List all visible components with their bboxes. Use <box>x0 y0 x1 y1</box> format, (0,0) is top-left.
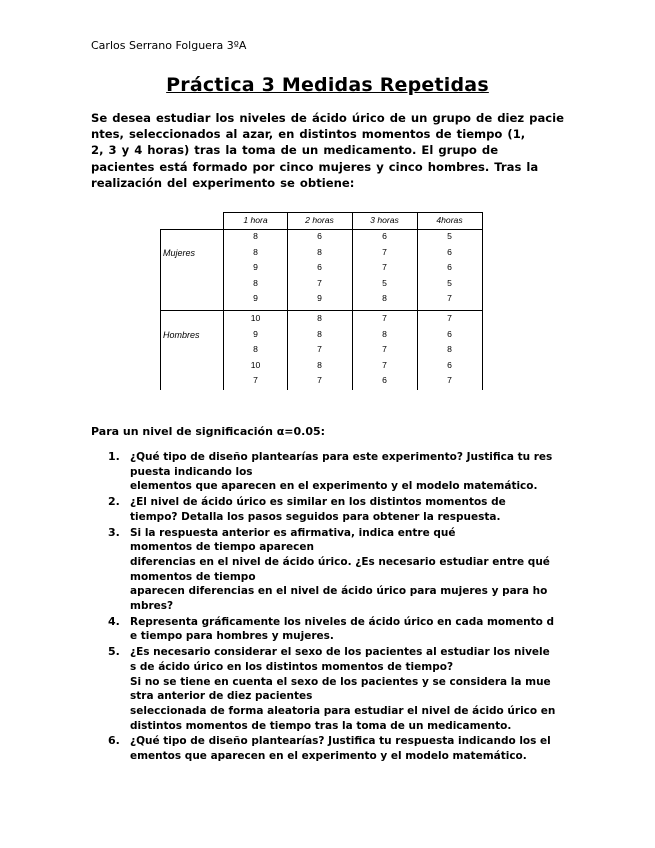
question-line: e tiempo para hombres y mujeres. <box>130 630 334 643</box>
table-cell: 8 <box>382 293 387 304</box>
question-line: momentos de tiempo aparecen <box>130 541 314 554</box>
table-rule <box>352 212 353 390</box>
table-cell: 6 <box>447 328 452 339</box>
question-line: tiempo? Detalla los pasos seguidos para obtener la respuesta. <box>130 510 501 523</box>
table-rule <box>160 310 482 311</box>
table-cell: 8 <box>317 359 322 370</box>
table-cell: 6 <box>317 262 322 273</box>
column-header: 4horas <box>436 215 463 225</box>
column-header: 3 horas <box>370 215 399 225</box>
table-cell: 6 <box>382 231 387 241</box>
table-rule <box>482 212 483 390</box>
question-number: 6. <box>108 734 120 748</box>
table-cell: 8 <box>317 328 322 339</box>
question-number: 2. <box>108 495 120 509</box>
table-cell: 10 <box>250 359 261 370</box>
table-rule <box>223 212 224 390</box>
question-item <box>91 645 571 733</box>
table-cell: 8 <box>253 344 258 355</box>
table-cell: 7 <box>253 375 258 386</box>
table-cell: 7 <box>317 375 322 386</box>
intro-line: pacientes está formado por cinco mujeres y cinco hombres. Tras la <box>91 159 539 174</box>
table-cell: 8 <box>447 344 452 355</box>
table-cell: 7 <box>382 246 387 257</box>
question-line: mbres? <box>130 600 174 613</box>
table-cell: 7 <box>447 375 452 386</box>
table-cell: 8 <box>317 246 322 257</box>
table-cell: 5 <box>447 277 452 288</box>
column-header: 1 hora <box>243 215 268 225</box>
question-line: stra anterior de diez pacientes <box>130 690 313 703</box>
question-line: distintos momentos de tiempo tras la toma de un medicamento. <box>130 719 512 732</box>
table-cell: 6 <box>382 375 387 386</box>
questions-list <box>91 450 571 765</box>
question-line: seleccionada de forma aleatoria para estudiar el nivel de ácido úrico en <box>130 704 556 717</box>
table-cell: 6 <box>447 262 452 273</box>
table-cell: 7 <box>447 313 452 323</box>
table-rule <box>160 229 482 230</box>
table-cell: 7 <box>317 277 322 288</box>
table-cell: 6 <box>447 246 452 257</box>
question-line: puesta indicando los <box>130 465 253 478</box>
column-header: 2 horas <box>305 215 334 225</box>
intro-line: realización del experimento se obtiene: <box>91 175 355 190</box>
page-title: Práctica 3 Medidas Repetidas <box>166 74 489 96</box>
table-cell: 9 <box>253 328 258 339</box>
table-cell: 7 <box>382 313 387 323</box>
question-number: 5. <box>108 645 120 659</box>
table-cell: 10 <box>250 313 261 323</box>
question-line: Si la respuesta anterior es afirmativa, indica entre qué <box>130 526 456 539</box>
question-number: 3. <box>108 525 120 539</box>
table-cell: 7 <box>447 293 452 304</box>
question-item <box>91 734 571 763</box>
question-item <box>91 615 571 644</box>
question-item <box>91 495 571 524</box>
question-line: diferencias en el nivel de ácido úrico. ¿Es necesario estudiar entre qué <box>130 555 550 568</box>
group-label: Mujeres <box>163 248 196 258</box>
question-line: ¿Es necesario considerar el sexo de los pacientes al estudiar los nivele <box>130 646 550 659</box>
table-cell: 7 <box>382 262 387 273</box>
question-number: 4. <box>108 614 120 628</box>
question-item <box>91 450 571 494</box>
significance-line: Para un nivel de significación α=0.05: <box>91 425 326 438</box>
question-line: ¿El nivel de ácido úrico es similar en los distintos momentos de <box>130 496 506 509</box>
table-cell: 9 <box>253 262 258 273</box>
question-line: elementos que aparecen en el experimento y el modelo matemático. <box>130 480 538 493</box>
table-cell: 5 <box>382 277 387 288</box>
author-name: Carlos Serrano Folguera 3ºA <box>91 39 247 52</box>
table-cell: 9 <box>253 293 258 304</box>
table-rule <box>287 212 288 390</box>
table-cell: 9 <box>317 293 322 304</box>
question-item <box>91 526 571 614</box>
table-cell: 8 <box>317 313 322 323</box>
intro-paragraph <box>91 110 566 191</box>
table-cell: 7 <box>382 359 387 370</box>
group-label: Hombres <box>163 330 200 340</box>
table-cell: 8 <box>382 328 387 339</box>
table-cell: 6 <box>317 231 322 241</box>
table-cell: 8 <box>253 246 258 257</box>
table-cell: 6 <box>447 359 452 370</box>
question-line: ¿Qué tipo de diseño plantearías para este experimento? Justifica tu res <box>130 451 553 463</box>
table-cell: 7 <box>317 344 322 355</box>
question-line: ementos que aparecen en el experimento y el modelo matemático. <box>130 750 527 763</box>
table-cell: 7 <box>382 344 387 355</box>
question-line: s de ácido úrico en los distintos momentos de tiempo? <box>130 660 454 673</box>
question-line: ¿Qué tipo de diseño plantearías? Justifica tu respuesta indicando los el <box>130 735 551 748</box>
intro-line: ntes, seleccionados al azar, en distintos momentos de tiempo (1, <box>91 127 526 142</box>
table-cell: 5 <box>447 231 452 241</box>
question-line: Si no se tiene en cuenta el sexo de los pacientes y se considera la mue <box>130 675 551 688</box>
table-cell: 8 <box>253 277 258 288</box>
table-rule <box>417 212 418 390</box>
question-line: Representa gráficamente los niveles de ácido úrico en cada momento d <box>130 615 555 628</box>
question-line: momentos de tiempo <box>130 570 256 583</box>
question-number: 1. <box>108 450 120 463</box>
intro-line: 2, 3 y 4 horas) tras la toma de un medicamento. El grupo de <box>91 143 499 158</box>
table-cell: 8 <box>253 231 258 241</box>
intro-line: Se desea estudiar los niveles de ácido úrico de un grupo de diez pacie <box>91 111 564 125</box>
question-line: aparecen diferencias en el nivel de ácido úrico para mujeres y para ho <box>130 585 548 598</box>
